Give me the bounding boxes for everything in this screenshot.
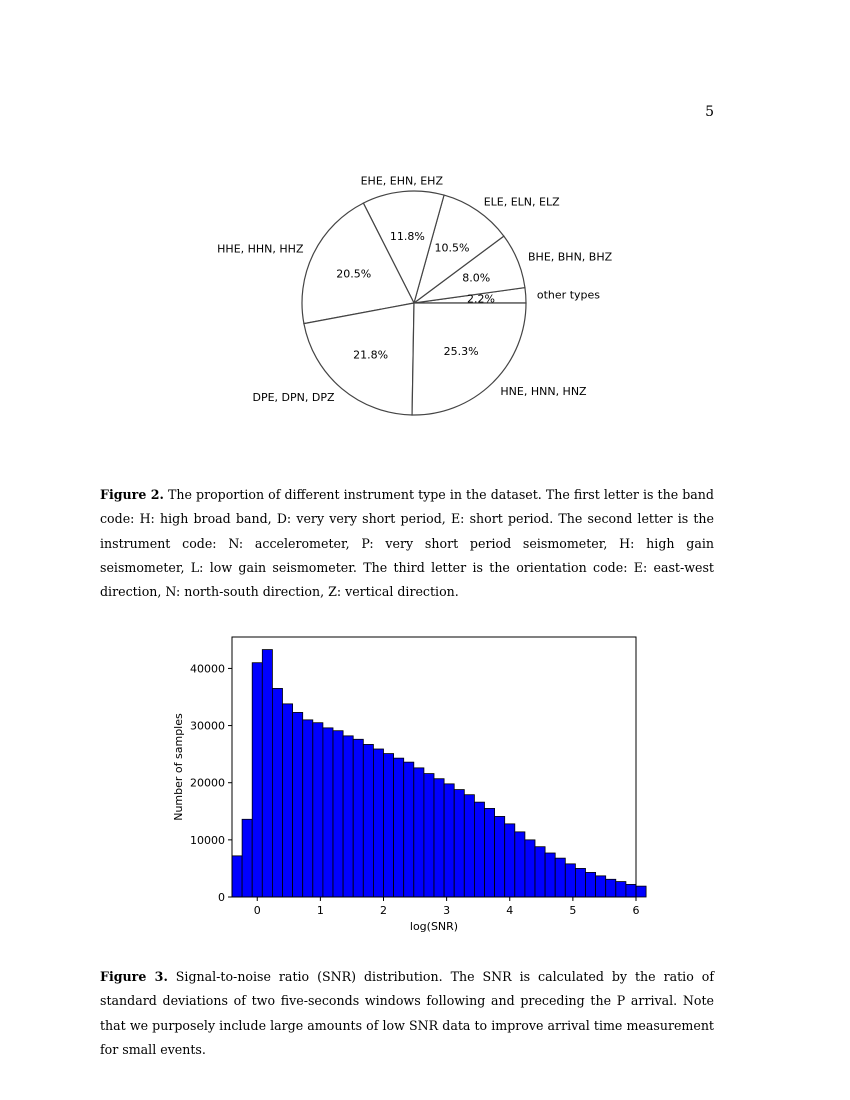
histogram-bar: [535, 847, 545, 897]
histogram-bar: [525, 840, 535, 897]
pie-percent-label: 20.5%: [336, 267, 372, 281]
histogram-bar: [313, 723, 323, 897]
x-tick-label: 0: [253, 904, 261, 917]
histogram-bar: [242, 819, 252, 897]
pie-category-label: HHE, HHN, HHZ: [217, 242, 304, 256]
histogram-bar: [565, 864, 575, 897]
pie-category-label: ELE, ELN, ELZ: [483, 195, 560, 209]
histogram-bar: [363, 744, 373, 897]
histogram-bar: [303, 720, 313, 897]
histogram-bar: [373, 749, 383, 897]
histogram-bar: [434, 779, 444, 897]
pie-percent-label: 10.5%: [434, 241, 470, 255]
y-tick-label: 0: [218, 891, 225, 904]
histogram-bar: [495, 816, 505, 897]
page-number: 5: [705, 104, 714, 120]
pie-percent-label: 11.8%: [389, 230, 425, 244]
histogram-bar: [575, 868, 585, 897]
histogram-bar: [586, 872, 596, 897]
figure-3-caption: [100, 965, 714, 1062]
pie-category-label: HNE, HNN, HNZ: [500, 384, 587, 398]
histogram-bar: [262, 650, 272, 897]
pie-category-label: EHE, EHN, EHZ: [360, 174, 443, 188]
histogram-bar: [394, 758, 404, 897]
x-tick-label: 2: [380, 904, 387, 917]
pie-percent-label: 2.2%: [467, 292, 495, 306]
histogram-bar: [232, 856, 242, 897]
pie-category-label: other types: [536, 288, 601, 302]
histogram-bar: [353, 739, 363, 897]
histogram-bar: [444, 784, 454, 897]
histogram-bar: [384, 754, 394, 897]
histogram-bar: [252, 663, 262, 897]
histogram-bar: [414, 768, 424, 897]
y-tick-label: 10000: [190, 833, 225, 847]
histogram-bar: [545, 853, 555, 897]
x-tick-label: 4: [506, 904, 514, 917]
histogram-bar: [283, 704, 293, 897]
y-axis-label: Number of samples: [172, 713, 185, 821]
histogram-bar: [404, 762, 414, 897]
histogram-bar: [424, 774, 434, 897]
pie-category-label: DPE, DPN, DPZ: [252, 391, 335, 405]
histogram-bar: [323, 728, 333, 897]
histogram-bar: [474, 802, 484, 897]
pie-percent-label: 21.8%: [353, 348, 389, 362]
y-tick-label: 40000: [190, 662, 225, 676]
histogram-bar: [454, 790, 464, 897]
x-tick-label: 3: [443, 904, 451, 917]
histogram-bar: [515, 832, 525, 897]
histogram-bar: [343, 736, 353, 897]
figure-2-label: Figure 2.: [100, 487, 164, 502]
histogram-bar: [505, 824, 515, 897]
figure-3-label: Figure 3.: [100, 969, 168, 984]
x-axis-label: log(SNR): [409, 920, 459, 933]
histogram-bar: [464, 795, 474, 897]
pie-percent-label: 25.3%: [443, 344, 479, 358]
histogram-bar: [555, 858, 565, 897]
histogram-bar: [272, 688, 282, 897]
histogram-bar: [485, 808, 495, 897]
figure-2-caption-text: The proportion of different instrument type in the dataset. The first letter is the band code: H: high broad band, D: very very short period, E: short period. The second letter is the instrument code: N: accelerometer, P: very short period seismometer, H: high gain seismometer, L: low gain seismometer. The third letter is the orientation code: E: east-west direction, N: north-south direction, Z: vertical direction.: [100, 487, 714, 600]
x-tick-label: 6: [632, 904, 640, 917]
histogram-bar: [626, 884, 636, 897]
histogram-bar: [606, 879, 616, 897]
x-tick-label: 1: [316, 904, 324, 917]
figure-3-caption-text: Signal-to-noise ratio (SNR) distribution. The SNR is calculated by the ratio of standard deviations of two five-seconds windows following and preceding the P arrival. Note that we purposely include large amounts of low SNR data to improve arrival time measurement for small events.: [100, 969, 714, 1057]
y-tick-label: 30000: [190, 719, 225, 733]
pie-category-label: BHE, BHN, BHZ: [528, 250, 613, 264]
histogram-bar: [616, 882, 626, 897]
x-tick-label: 5: [569, 904, 577, 917]
histogram-bar: [596, 876, 606, 897]
y-tick-label: 20000: [190, 776, 225, 790]
pie-percent-label: 8.0%: [462, 271, 491, 285]
histogram-bar: [293, 712, 303, 897]
histogram-bar: [636, 886, 646, 897]
histogram-bar: [333, 731, 343, 897]
